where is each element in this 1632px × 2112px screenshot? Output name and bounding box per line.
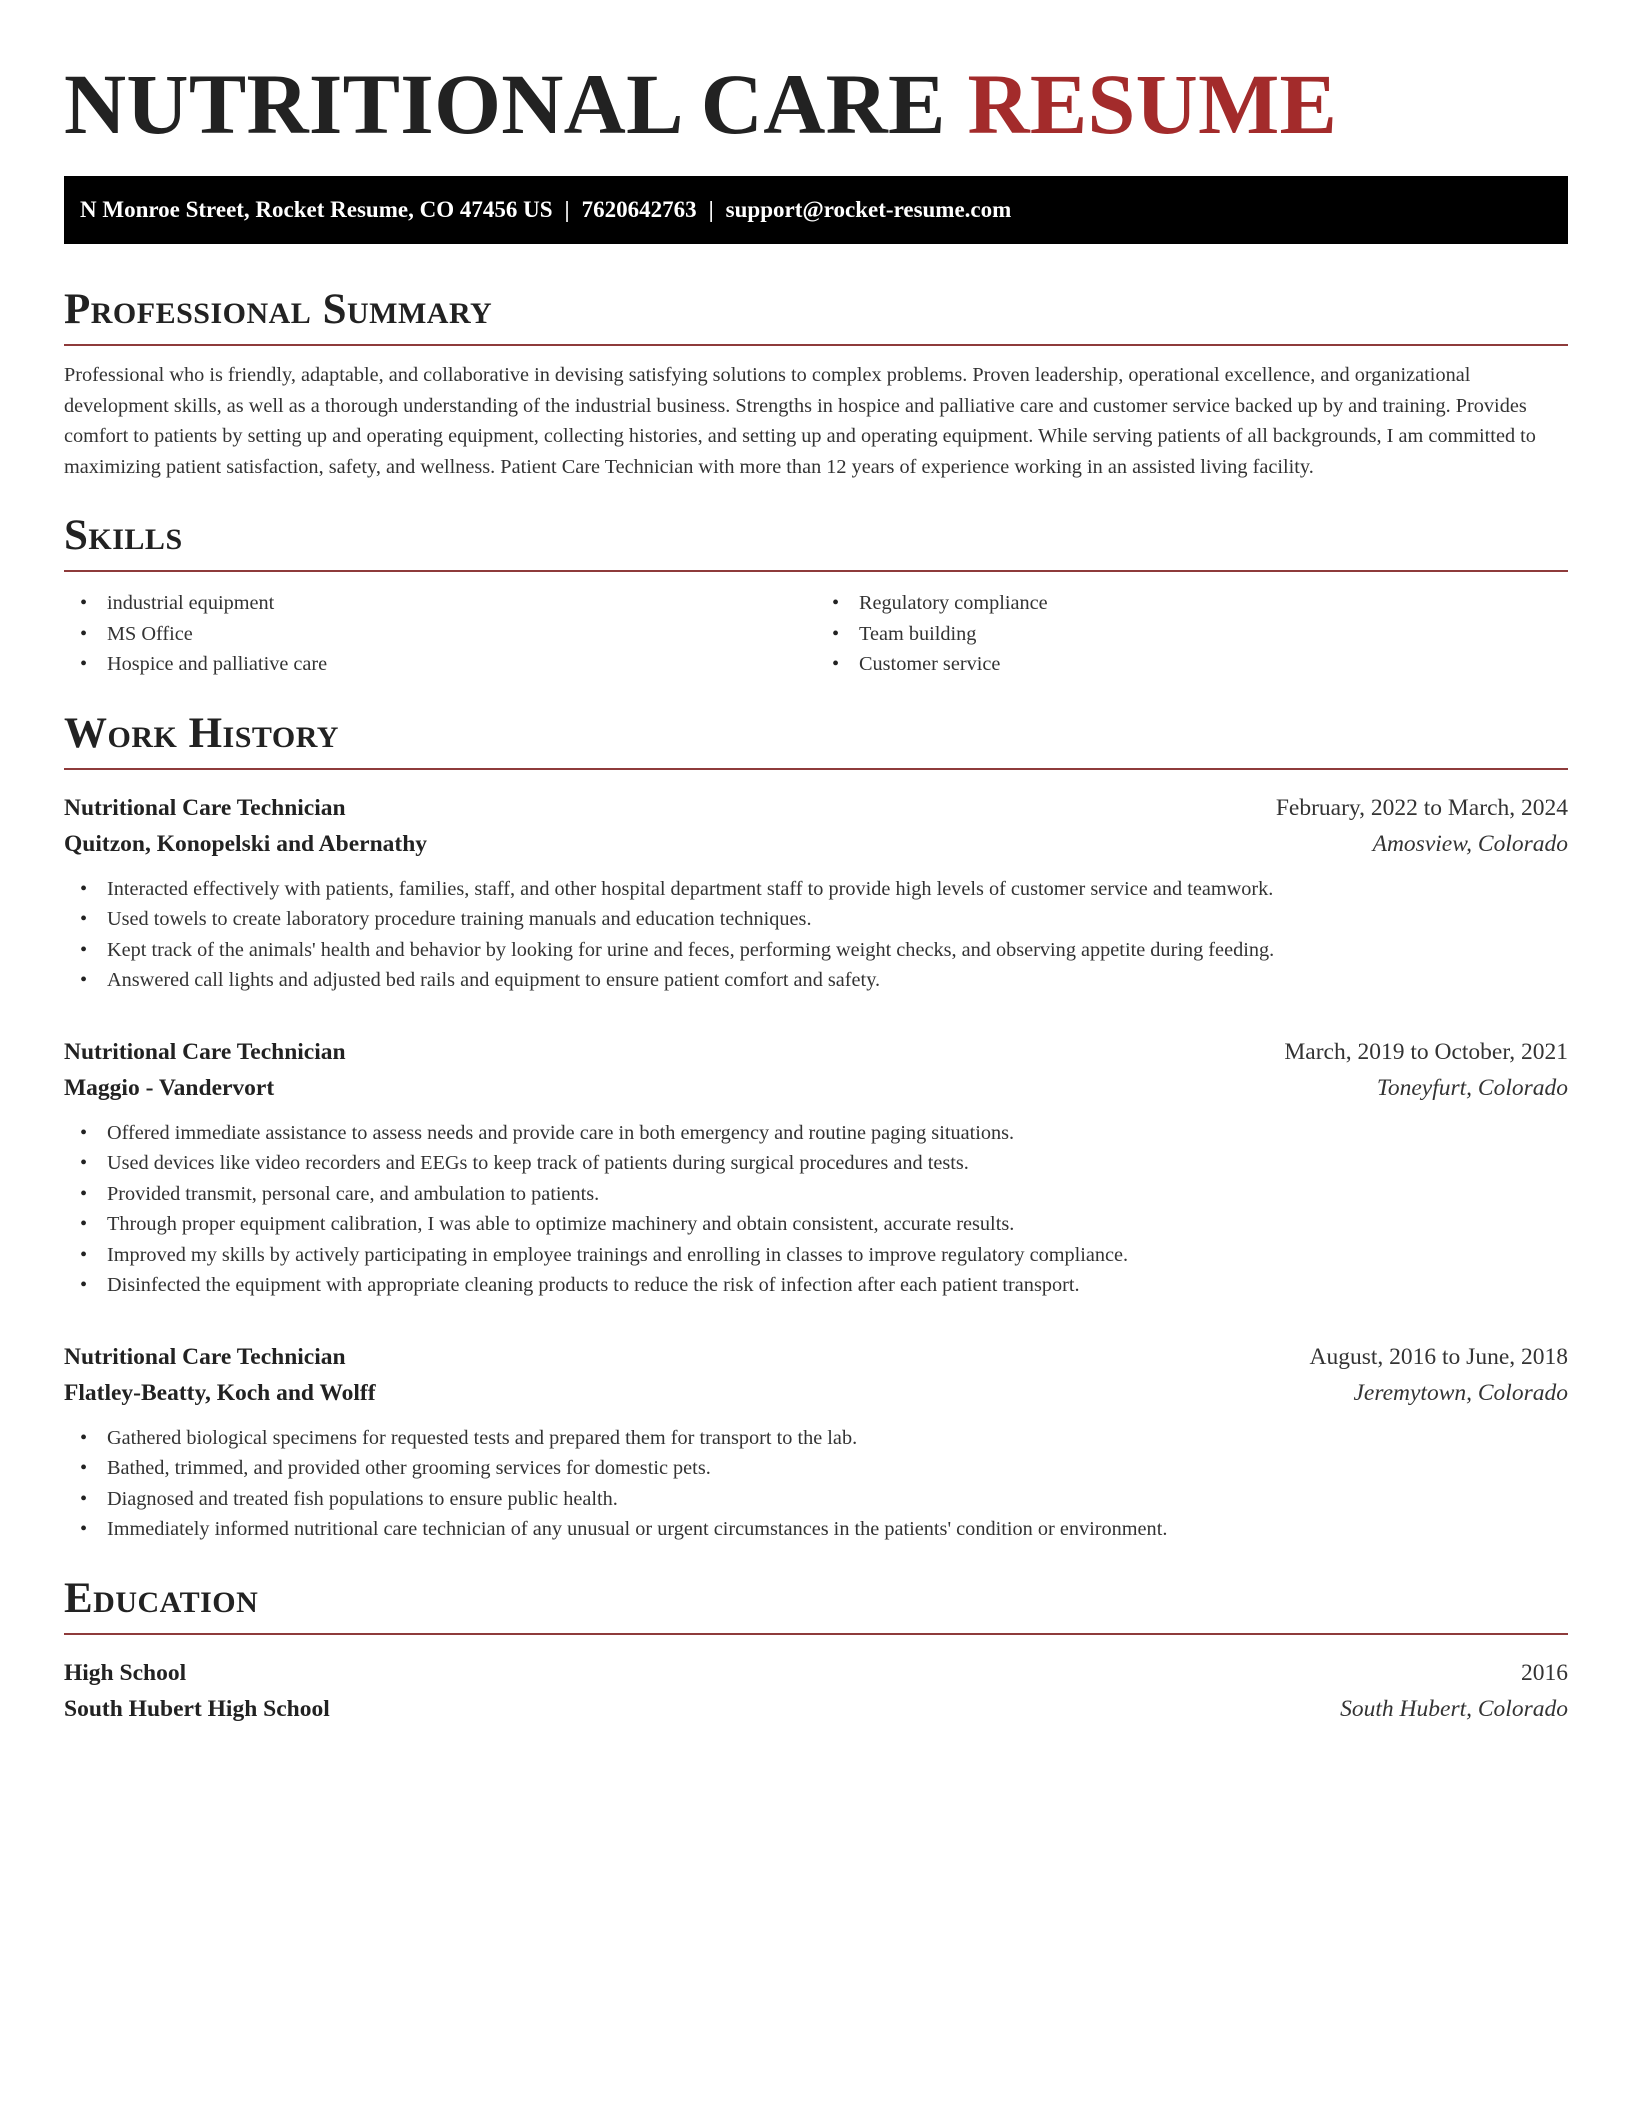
job-dates: August, 2016 to June, 2018: [1309, 1343, 1568, 1370]
education-section: [64, 1573, 1568, 1727]
section-divider: [64, 570, 1568, 572]
job-company: Maggio - Vandervort: [64, 1074, 275, 1101]
section-heading-summary: Professional Summary: [64, 286, 493, 333]
education-year: 2016: [1521, 1659, 1568, 1686]
job-entry: [64, 790, 1568, 996]
work-history-section: [64, 708, 1568, 1545]
job-location: Toneyfurt, Colorado: [1376, 1074, 1568, 1101]
summary-text: Professional who is friendly, adaptable, and collaborative in devising satisfying solutions to complex problems. Proven leadership, operational excellence, and organizational development skills, as well as a thorough understanding of the industrial business. Strengths in hospice and palliative care and customer service backed up by and training. Provides comfort to patients by setting up and operating equipment, collecting histories, and setting up and operating equipment. While serving patients of all backgrounds, I am committed to maximizing patient satisfaction, safety, and wellness. Patient Care Technician with more than 12 years of experience working in an assisted living facility.: [64, 364, 1536, 478]
job-header-row: [64, 1339, 1568, 1375]
education-header-row: [64, 1655, 1568, 1691]
skills-column-left: [64, 588, 816, 680]
education-school: South Hubert High School: [64, 1695, 330, 1722]
job-duty: • Diagnosed and treated fish populations to ensure public health.: [64, 1484, 1568, 1515]
title-accent: RESUME: [967, 56, 1338, 152]
contact-email: support@rocket-resume.com: [725, 197, 1012, 222]
job-duty: • Gathered biological specimens for requested tests and prepared them for transport to the lab.: [64, 1423, 1568, 1454]
skills-grid: [64, 588, 1568, 680]
job-duty: • Disinfected the equipment with appropriate cleaning products to reduce the risk of infection after each patient transport.: [64, 1270, 1568, 1301]
job-duty: • Improved my skills by actively participating in employee trainings and enrolling in classes to improve regulatory compliance.: [64, 1240, 1568, 1271]
job-duty: • Offered immediate assistance to assess needs and provide care in both emergency and routine paging situations.: [64, 1118, 1568, 1149]
job-duties-list: [64, 874, 1568, 996]
job-header-row: [64, 790, 1568, 826]
education-location: South Hubert, Colorado: [1340, 1695, 1568, 1722]
job-duty: • Kept track of the animals' health and behavior by looking for urine and feces, performing weight checks, and observing appetite during feeding.: [64, 935, 1568, 966]
job-dates: March, 2019 to October, 2021: [1284, 1038, 1568, 1065]
skill-item: • Hospice and palliative care: [64, 649, 816, 680]
job-duty: • Immediately informed nutritional care technician of any unusual or urgent circumstances in the patients' condition or environment.: [64, 1514, 1568, 1545]
job-duty: • Provided transmit, personal care, and ambulation to patients.: [64, 1179, 1568, 1210]
job-duty: • Through proper equipment calibration, I was able to optimize machinery and obtain consistent, accurate results.: [64, 1209, 1568, 1240]
job-entry: [64, 1339, 1568, 1545]
job-company: Quitzon, Konopelski and Abernathy: [64, 830, 428, 857]
job-duty: • Used towels to create laboratory procedure training manuals and education techniques.: [64, 904, 1568, 935]
job-title: Nutritional Care Technician: [64, 1038, 346, 1065]
job-location: Amosview, Colorado: [1372, 830, 1568, 857]
education-entry: [64, 1655, 1568, 1727]
job-title: Nutritional Care Technician: [64, 1343, 346, 1370]
skill-item: • industrial equipment: [64, 588, 816, 619]
job-location: Jeremytown, Colorado: [1353, 1379, 1568, 1406]
job-duty: • Answered call lights and adjusted bed rails and equipment to ensure patient comfort and safety.: [64, 965, 1568, 996]
job-duties-list: [64, 1118, 1568, 1301]
skills-section: [64, 510, 1568, 680]
contact-address: N Monroe Street, Rocket Resume, CO 47456 US: [80, 197, 553, 222]
professional-summary-section: [64, 284, 1568, 482]
contact-bar: [64, 176, 1568, 244]
education-school-row: [64, 1691, 1568, 1727]
section-divider: [64, 768, 1568, 770]
job-duties-list: [64, 1423, 1568, 1545]
skill-item: • MS Office: [64, 619, 816, 650]
job-company-row: [64, 1070, 1568, 1106]
section-heading-skills: Skills: [64, 512, 183, 559]
contact-phone: 7620642763: [581, 197, 697, 222]
skill-item: • Customer service: [816, 649, 1568, 680]
job-header-row: [64, 1034, 1568, 1070]
job-dates: February, 2022 to March, 2024: [1275, 794, 1568, 821]
title-main: NUTRITIONAL CARE: [64, 56, 968, 152]
job-entry: [64, 1034, 1568, 1301]
contact-separator: |: [708, 197, 714, 222]
contact-separator: |: [564, 197, 570, 222]
job-duty: • Bathed, trimmed, and provided other grooming services for domestic pets.: [64, 1453, 1568, 1484]
job-duty: • Interacted effectively with patients, families, staff, and other hospital department staff to provide high levels of customer service and teamwork.: [64, 874, 1568, 905]
section-heading-education: Education: [64, 1574, 259, 1622]
job-duty: • Used devices like video recorders and EEGs to keep track of patients during surgical procedures and tests.: [64, 1148, 1568, 1179]
section-divider: [64, 344, 1568, 346]
job-company-row: [64, 1375, 1568, 1411]
resume-title: [64, 54, 1568, 154]
skill-item: • Regulatory compliance: [816, 588, 1568, 619]
job-company-row: [64, 826, 1568, 862]
job-company: Flatley-Beatty, Koch and Wolff: [64, 1379, 376, 1406]
skills-column-right: [816, 588, 1568, 680]
education-degree: High School: [64, 1659, 187, 1686]
skill-item: • Team building: [816, 619, 1568, 650]
job-title: Nutritional Care Technician: [64, 794, 346, 821]
section-divider: [64, 1633, 1568, 1635]
section-heading-work: Work History: [64, 709, 339, 757]
